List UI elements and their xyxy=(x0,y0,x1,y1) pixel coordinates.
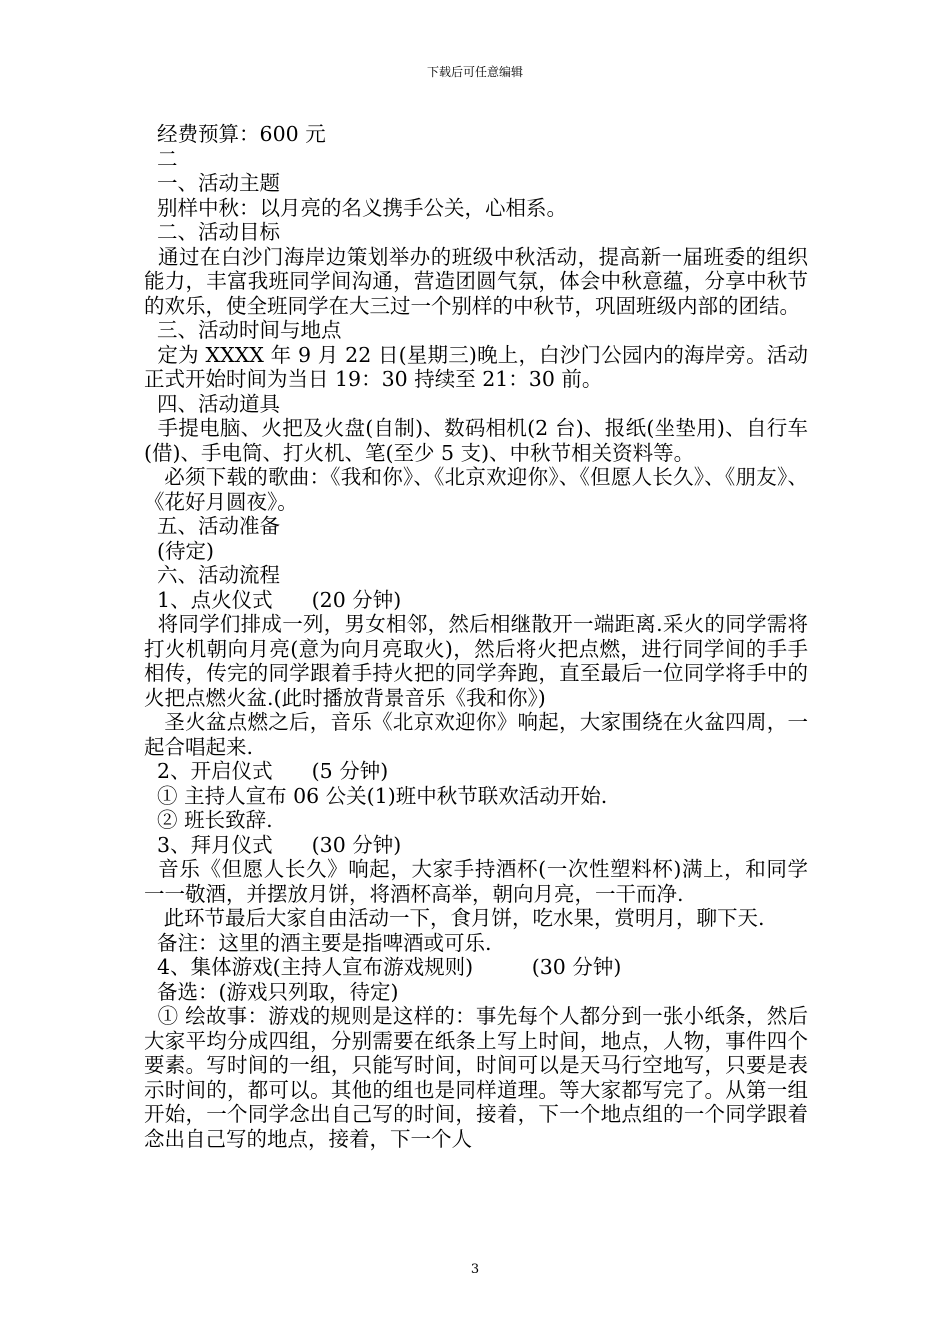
paragraph-goal: 通过在白沙门海岸边策划举办的班级中秋活动，提高新一届班委的组织能力，丰富我班同学间沟通，营造团圆气氛，体会中秋意蕴，分享中秋节的欢乐，使全班同学在大三过一个别样的中秋节，巩固班级内部的团结。 xyxy=(144,244,808,318)
page-number: 3 xyxy=(470,1262,480,1277)
paragraph-free-activity: 此环节最后大家自由活动一下，食月饼，吃水果，赏明月，聊下天. xyxy=(144,906,765,930)
subheading-group-games: 4、集体游戏(主持人宣布游戏规则) (30 分钟) xyxy=(144,955,622,979)
paragraph-alternatives: 备选：(游戏只列取，待定) xyxy=(144,979,399,1004)
paragraph-lighting: 将同学们排成一列，男女相邻，然后相继散开一端距离.采火的同学需将打火机朝向月亮(意为向月亮取火)，然后将火把点燃，进行同学间的手手相传，传完的同学跟着手持火把的同学奔跑，直至最后一位同学将手中的火把点燃火盆.(此时播放背景音乐《我和你》) xyxy=(144,612,808,710)
paragraph-theme: 别样中秋：以月亮的名义携手公关，心相系。 xyxy=(144,195,568,220)
heading-process: 六、活动流程 xyxy=(144,563,281,587)
heading-preparation: 五、活动准备 xyxy=(144,514,281,538)
paragraph-story-game: ① 绘故事：游戏的规则是这样的：事先每个人都分到一张小纸条，然后大家平均分成四组，分别需要在纸条上写上时间，地点，人物，事件四个要素。写时间的一组，只能写时间，时间可以是天马行空地写，只要是表示时间的，都可以。其他的组也是同样道理。等大家都写完了。从第一组开始，一个同学念出自己写的时间，接着，下一个地点组的一个同学跟着念出自己写的地点，接着，下一个人 xyxy=(144,1004,808,1151)
heading-props: 四、活动道具 xyxy=(144,391,281,416)
paragraph-fire-basin: 圣火盆点燃之后，音乐《北京欢迎你》响起，大家围绕在火盆四周，一起合唱起来. xyxy=(144,710,808,759)
subheading-lighting: 1、点火仪式 (20 分钟) xyxy=(144,587,402,612)
heading-activity-theme: 一、活动主题 xyxy=(144,171,281,195)
page-header: 下载后可任意编辑 xyxy=(426,65,523,79)
paragraph-opening-2: ② 班长致辞. xyxy=(144,808,273,832)
heading-activity-goal: 二、活动目标 xyxy=(144,220,281,244)
paragraph-moon-worship: 音乐《但愿人长久》响起，大家手持酒杯(一次性塑料杯)满上，和同学一一敬酒，并摆放月饼，将酒杯高举，朝向月亮，一干而净. xyxy=(144,857,808,906)
paragraph-budget: 经费预算：600 元 xyxy=(144,122,326,146)
paragraph-props: 手提电脑、火把及火盘(自制)、数码相机(2 台)、报纸(坐垫用)、自行车(借)、手电筒、打火机、笔(至少 5 支)、中秋节相关资料等。 xyxy=(144,416,808,465)
paragraph-opening-1: ① 主持人宣布 06 公关(1)班中秋节联欢活动开始. xyxy=(144,783,608,808)
paragraph-songs: 必须下载的歌曲：《我和你》、《北京欢迎你》、《但愿人长久》、《朋友》、《花好月圆夜》。 xyxy=(144,465,808,514)
paragraph-note: 备注：这里的酒主要是指啤酒或可乐. xyxy=(144,930,492,955)
subheading-opening: 2、开启仪式 (5 分钟) xyxy=(144,759,389,783)
paragraph-time-place: 定为 XXXX 年 9 月 22 日(星期三)晚上，白沙门公园内的海岸旁。活动正式开始时间为当日 19：30 持续至 21：30 前。 xyxy=(144,342,808,391)
paragraph-section-two: 二 xyxy=(144,146,178,171)
heading-time-place: 三、活动时间与地点 xyxy=(144,318,342,342)
subheading-moon-worship: 3、拜月仪式 (30 分钟) xyxy=(144,832,402,857)
paragraph-preparation: (待定) xyxy=(144,538,215,563)
document-body xyxy=(144,122,808,1151)
